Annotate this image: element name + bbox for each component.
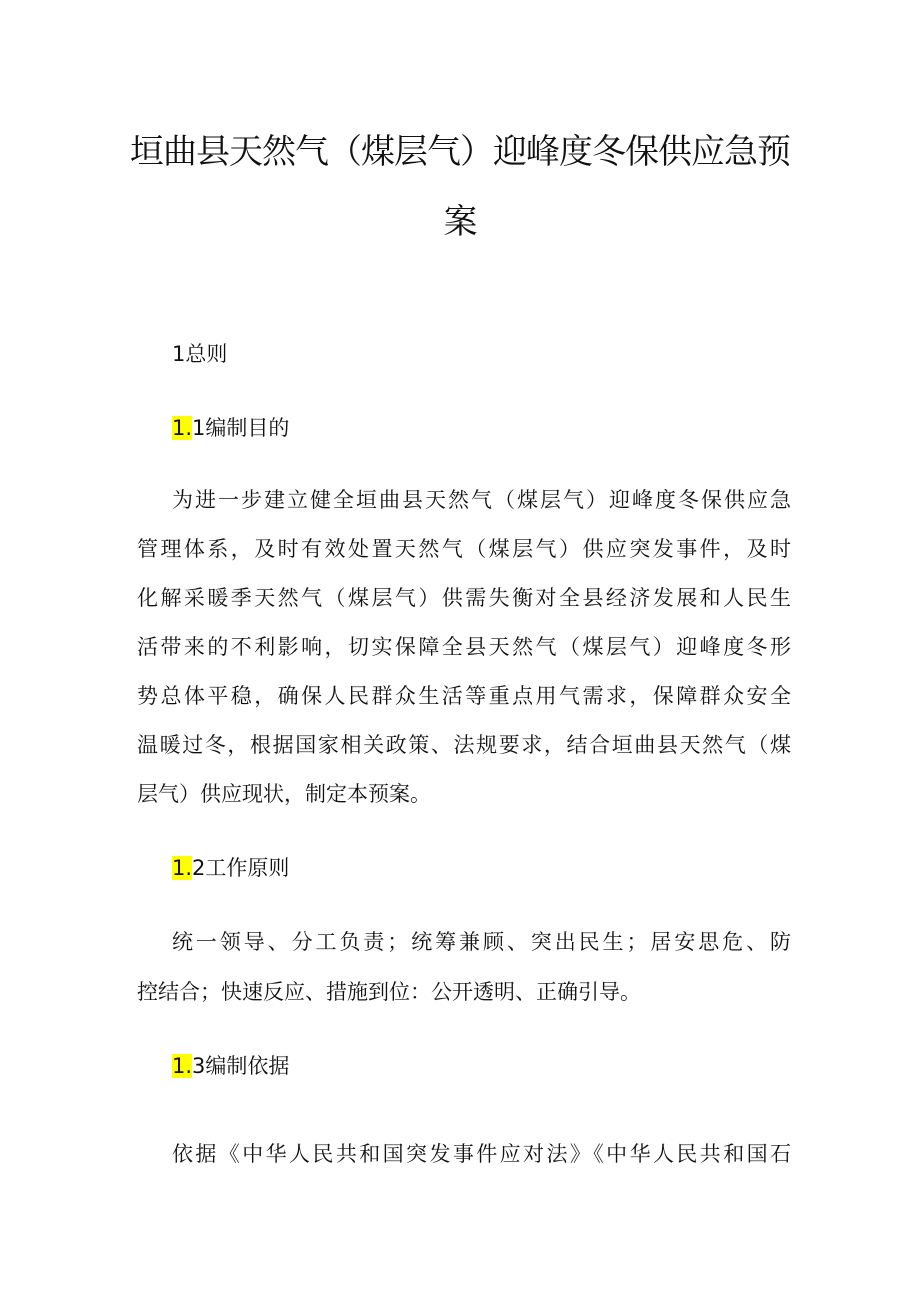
document-title-line-1: 垣曲县天然气（煤层气）迎峰度冬保供应急预 [130,132,790,172]
paragraph-line: 化解采暖季天然气（煤层气）供需失衡对全县经济发展和人民生 [137,586,791,610]
section-1-2-heading [172,854,289,882]
section-heading-text: 3编制依据 [192,1054,290,1078]
section-heading-text: 2工作原则 [192,856,290,880]
paragraph-line: 依据《中华人民共和国突发事件应对法》《中华人民共和国石 [172,1142,791,1166]
paragraph-line: 势总体平稳，确保人民群众生活等重点用气需求，保障群众安全 [137,684,791,708]
paragraph-line: 控结合；快速反应、措施到位：公开透明、正确引导。 [137,980,641,1004]
section-1-1-heading [172,414,289,442]
section-1-heading: 1总则 [172,342,228,366]
document-title-line-2: 案 [443,202,477,242]
paragraph-line: 层气）供应现状，制定本预案。 [137,782,431,806]
paragraph-line: 为进一步建立健全垣曲县天然气（煤层气）迎峰度冬保供应急 [172,488,791,512]
paragraph-line: 温暖过冬，根据国家相关政策、法规要求，结合垣曲县天然气（煤 [137,733,791,757]
paragraph-line: 活带来的不利影响，切实保障全县天然气（煤层气）迎峰度冬形 [137,635,791,659]
section-heading-text: 1编制目的 [192,416,290,440]
section-1-3-heading [172,1052,289,1080]
section-number-highlight: 1. [172,1054,193,1078]
paragraph-line: 管理体系，及时有效处置天然气（煤层气）供应突发事件，及时 [137,537,791,561]
section-number-highlight: 1. [172,856,193,880]
paragraph-line: 统一领导、分工负责；统筹兼顾、突出民生；居安思危、防 [172,930,791,954]
section-number-highlight: 1. [172,416,193,440]
